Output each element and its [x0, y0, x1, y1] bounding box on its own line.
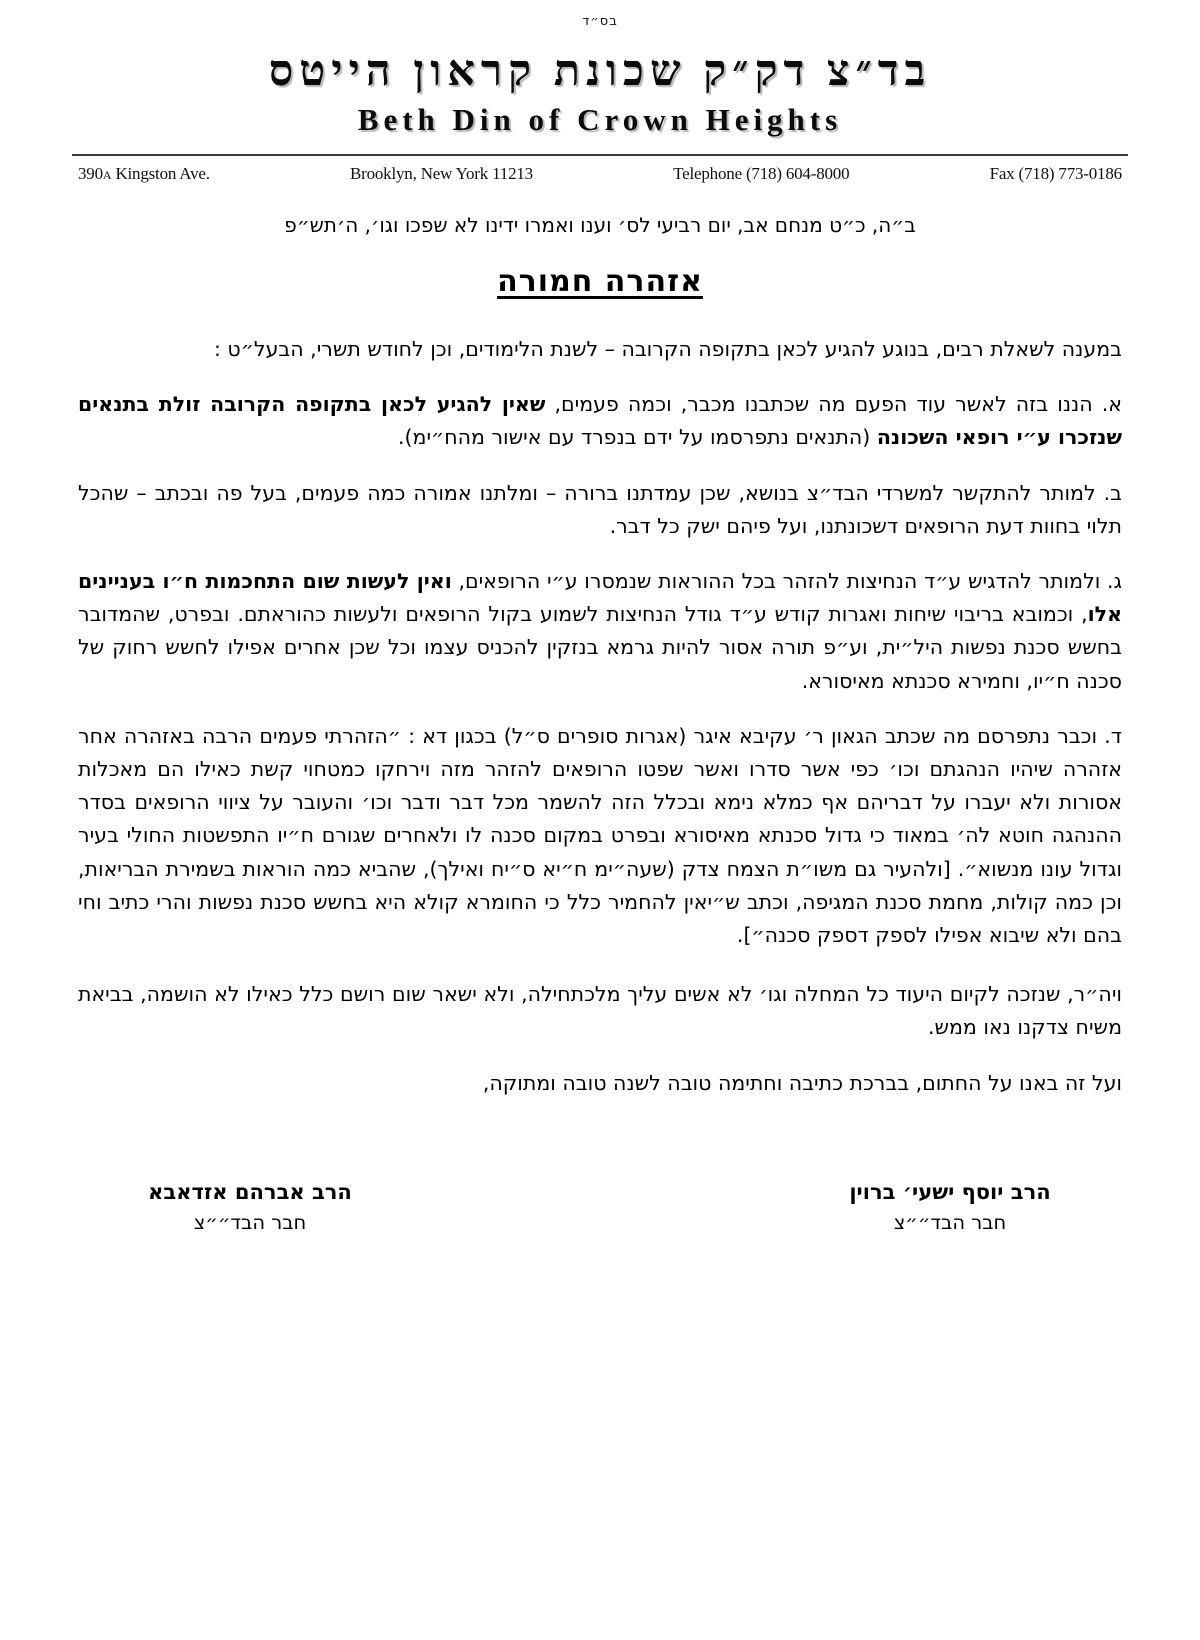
address-street: Kingston Ave.: [115, 164, 210, 184]
contact-telephone: Telephone (718) 604-8000: [673, 164, 850, 184]
signatory-role: חבר הבד״״צ: [893, 1211, 1007, 1235]
paragraph-bet: ב. למותר להתקשר למשרדי הבד״צ בנושא, שכן עמדתנו ברורה – ומלתנו אמורה כמה פעמים, בעל פה ובכתב – שהכל תלוי בחוות דעת הרופאים דשכונתנו, ועל פיהם ישק כל דבר.: [78, 480, 1122, 538]
organization-name-hebrew: בד״צ דק״ק שכונת קראון הייטס: [268, 48, 932, 95]
letterhead: [60, 14, 1140, 184]
contact-info-row: [60, 156, 1140, 184]
signatory-name: הרב יוסף ישעי׳ ברוין: [849, 1179, 1051, 1204]
signatory-name: הרב אברהם אזדאבא: [148, 1179, 352, 1204]
blessing-paragraph: ויה״ר, שנזכה לקיום היעוד כל המחלה וגו׳ לא אשים עליך מלכתחילה, ולא ישאר שום רושם כלל כאילו לא הושמה, בביאת משיח צדקנו נאו ממש.: [78, 982, 1122, 1040]
paragraph-gimel-bold: ואין לעשות שום התחכמות ח״ו בעניינים אלו: [78, 569, 1122, 627]
paragraph-gimel-part2: , וכמובא בריבוי שיחות ואגרות קודש ע״ד גודל הנחיצות לשמוע בקול הרופאים ולעשות כהוראתם. ובפרט, שהמדובר בחשש סכנת נפשות היל״ית, וע״פ תורה אסור להיות גרמא בנזקין להכניס עצמו וכל שכן אחרים אפילו לחשש רחוק של סכנה ח״יו, וחמירא סכנתא מאיסורא.: [78, 602, 1122, 693]
signature-entry: [100, 1178, 400, 1237]
signoff-paragraph: ועל זה באנו על החתום, בברכת כתיבה וחתימה טובה לשנה טובה ומתוקה,: [482, 1070, 1122, 1095]
document-body: [60, 210, 1140, 1099]
contact-fax: Fax (718) 773-0186: [989, 164, 1122, 184]
paragraph-gimel: [78, 565, 1122, 698]
address-number: 390: [78, 164, 103, 184]
page-title: אזהרה חמורה: [497, 264, 703, 300]
signatory-role: חבר הבד״״צ: [193, 1211, 307, 1235]
dateline: ב״ה, כ״ט מנחם אב, יום רביעי לס׳ וענו ואמרו ידינו לא שפכו וגו׳, ה׳תש״פ: [284, 213, 916, 238]
paragraph-dalet: [78, 720, 1122, 952]
paragraph-alef-part1: א. הננו בזה לאשר עוד הפעם מה שכתבנו מכבר, וכמה פעמים,: [545, 392, 1122, 417]
paragraph-alef: [78, 388, 1122, 454]
paragraph-alef-bold: שאין להגיע לכאן בתקופה הקרובה זולת בתנאים שנזכרו ע״י רופאי השכונה: [78, 392, 1122, 450]
signature-block: [60, 1178, 1140, 1237]
closing-block: [78, 978, 1122, 1100]
paragraph-dalet-bracket: [ולהעיר גם משו״ת הצמח צדק (שעה״ימ ח״יא ס״יח ואילך), שהביא כמה הוראות בשמירת הבריאות, וכן כמה קולות, מחמת סכנת המגיפה, וכתב ש״יאין להחמיר כלל כי החומרא קולא היא בחשש סכנת נפשות והרי כתיב וחי בהם ולא שיבוא אפילו לספק דספק סכנה״].: [78, 856, 1122, 948]
paragraph-alef-part2: (התנאים נתפרסמו על ידם בנפרד עם אישור מהח״ימ).: [398, 425, 877, 450]
address-suffix: A: [102, 168, 112, 183]
contact-address: [78, 164, 210, 184]
intro-paragraph: במענה לשאלת רבים, בנוגע להגיע לכאן בתקופה הקרובה – לשנת הלימודים, וכן לחודש תשרי, הבעל״ט :: [214, 337, 1122, 362]
paragraph-dalet-quote: ״הזהרתי פעמים הרבה באזהרה אחר אזהרה שיהיו הנהגתם וכו׳ כפי אשר סדרו ואשר שפטו הרופאים להזהר מזה וירחקו כמטחוי קשת כאילו הם מאכלות אסורות ולא יעברו על דבריהם אף כמלא נימא ובכלל הזה להשמר מכל דבר ודבר וכו׳ והעובר על ציווי הרופאים בסדר ההנהגה חוטא לה׳ במאוד כי גדול סכנתא מאיסורא ובפרט במקום סכנה לו ולאחרים שגורם ח״יו התפשטות החולי בעיר וגדול עונו מנשוא״.: [78, 723, 1122, 881]
paragraph-dalet-intro: ד. וכבר נתפרסם מה שכתב הגאון ר׳ עקיבא איגר (אגרות סופרים ס״ל) בכגון דא :: [408, 723, 1122, 748]
paragraph-gimel-part1: ג. ולמותר להדגיש ע״ד הנחיצות להזהר בכל ההוראות שנמסרו ע״י הרופאים,: [451, 569, 1122, 594]
contact-city: Brooklyn, New York 11213: [349, 164, 533, 184]
organization-name-english: Beth Din of Crown Heights: [357, 102, 843, 138]
signature-entry: [800, 1178, 1100, 1237]
bsd-marker: בס״ד: [582, 14, 618, 29]
